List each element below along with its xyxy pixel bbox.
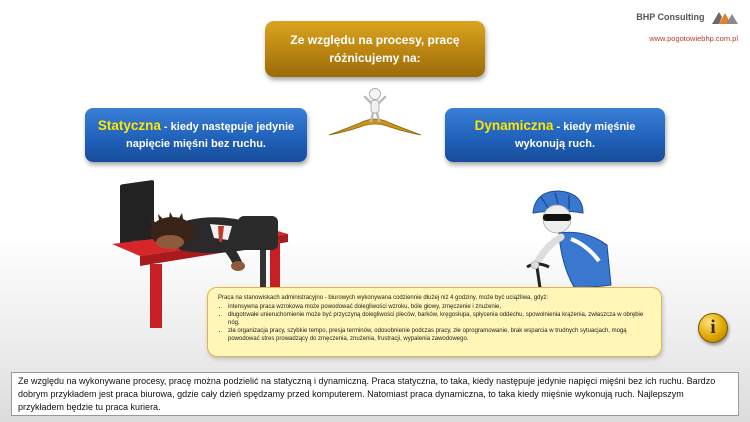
brand-logo-icon [712, 10, 738, 24]
title-box [265, 21, 485, 77]
info-list-item: • długotrwałe unieruchomienie może być przyczyną dolegliwości pleców, barków, kręgosłupa, spłycenia oddechu, spowolnienia krążenia, zwłaszcza w obrębie nóg, [228, 311, 651, 327]
info-list-item: • intensywna praca wzrokowa może powodować dolegliwości wzroku, bóle głowy, zmęczenie i znużenie, [228, 303, 651, 311]
info-icon[interactable] [698, 313, 728, 343]
brand-url[interactable]: www.pogotowiebhp.com.pl [649, 34, 738, 43]
narration-text: Ze względu na wykonywane procesy, pracę można podzielić na statyczną i dynamiczną. Praca statyczna, to taka, kiedy następuje jedynie napięci mięśni bez ich ruchu. Bardzo dobrym przykładem jest praca biurowa, gdzie cały dzień spędzamy przed komputerem. Natomiast praca dynamiczna, to taka kiedy mięśnie wykonują ruch. Najlepszym przykładem będzie tu praca kuriera. [11, 372, 739, 416]
static-keyword: Statyczna [97, 118, 161, 133]
cyclist-courier-illustration [515, 185, 645, 295]
brand [636, 8, 738, 43]
static-line-2: napięcie mięśni bez ruchu. [126, 138, 266, 150]
static-line-1: - kiedy następuje jedynie [160, 121, 295, 133]
dynamic-work-box [445, 108, 665, 162]
title-line-1: Ze względu na procesy, pracę [290, 33, 460, 47]
info-intro: Praca na stanowiskach administracyjno - biurowych wykonywana codziennie dłużej niż 4 godziny, może być uciążliwa, gdyż: [218, 295, 549, 301]
info-list [218, 303, 651, 343]
brand-name: BHP Consulting [636, 11, 705, 22]
static-work-box [85, 108, 307, 162]
dynamic-line-1: - kiedy mięśnie [553, 121, 636, 133]
title-line-2: różnicujemy na: [329, 51, 421, 65]
info-icon-glyph: i [710, 317, 716, 338]
balance-figure-illustration [325, 85, 425, 140]
dynamic-keyword: Dynamiczna [474, 118, 554, 133]
info-list-item: • zła organizacja pracy, szybkie tempo, presja terminów, odosobnienie podczas pracy, złe oprogramowanie, brak wsparcia w trudnych sytuacjach, mogą powodować stres prowadzący do zmęczenia, znużenia, frustracji, wypalenia zawodowego. [228, 327, 651, 343]
info-callout [207, 287, 662, 357]
dynamic-line-2: wykonują ruch. [514, 138, 596, 150]
